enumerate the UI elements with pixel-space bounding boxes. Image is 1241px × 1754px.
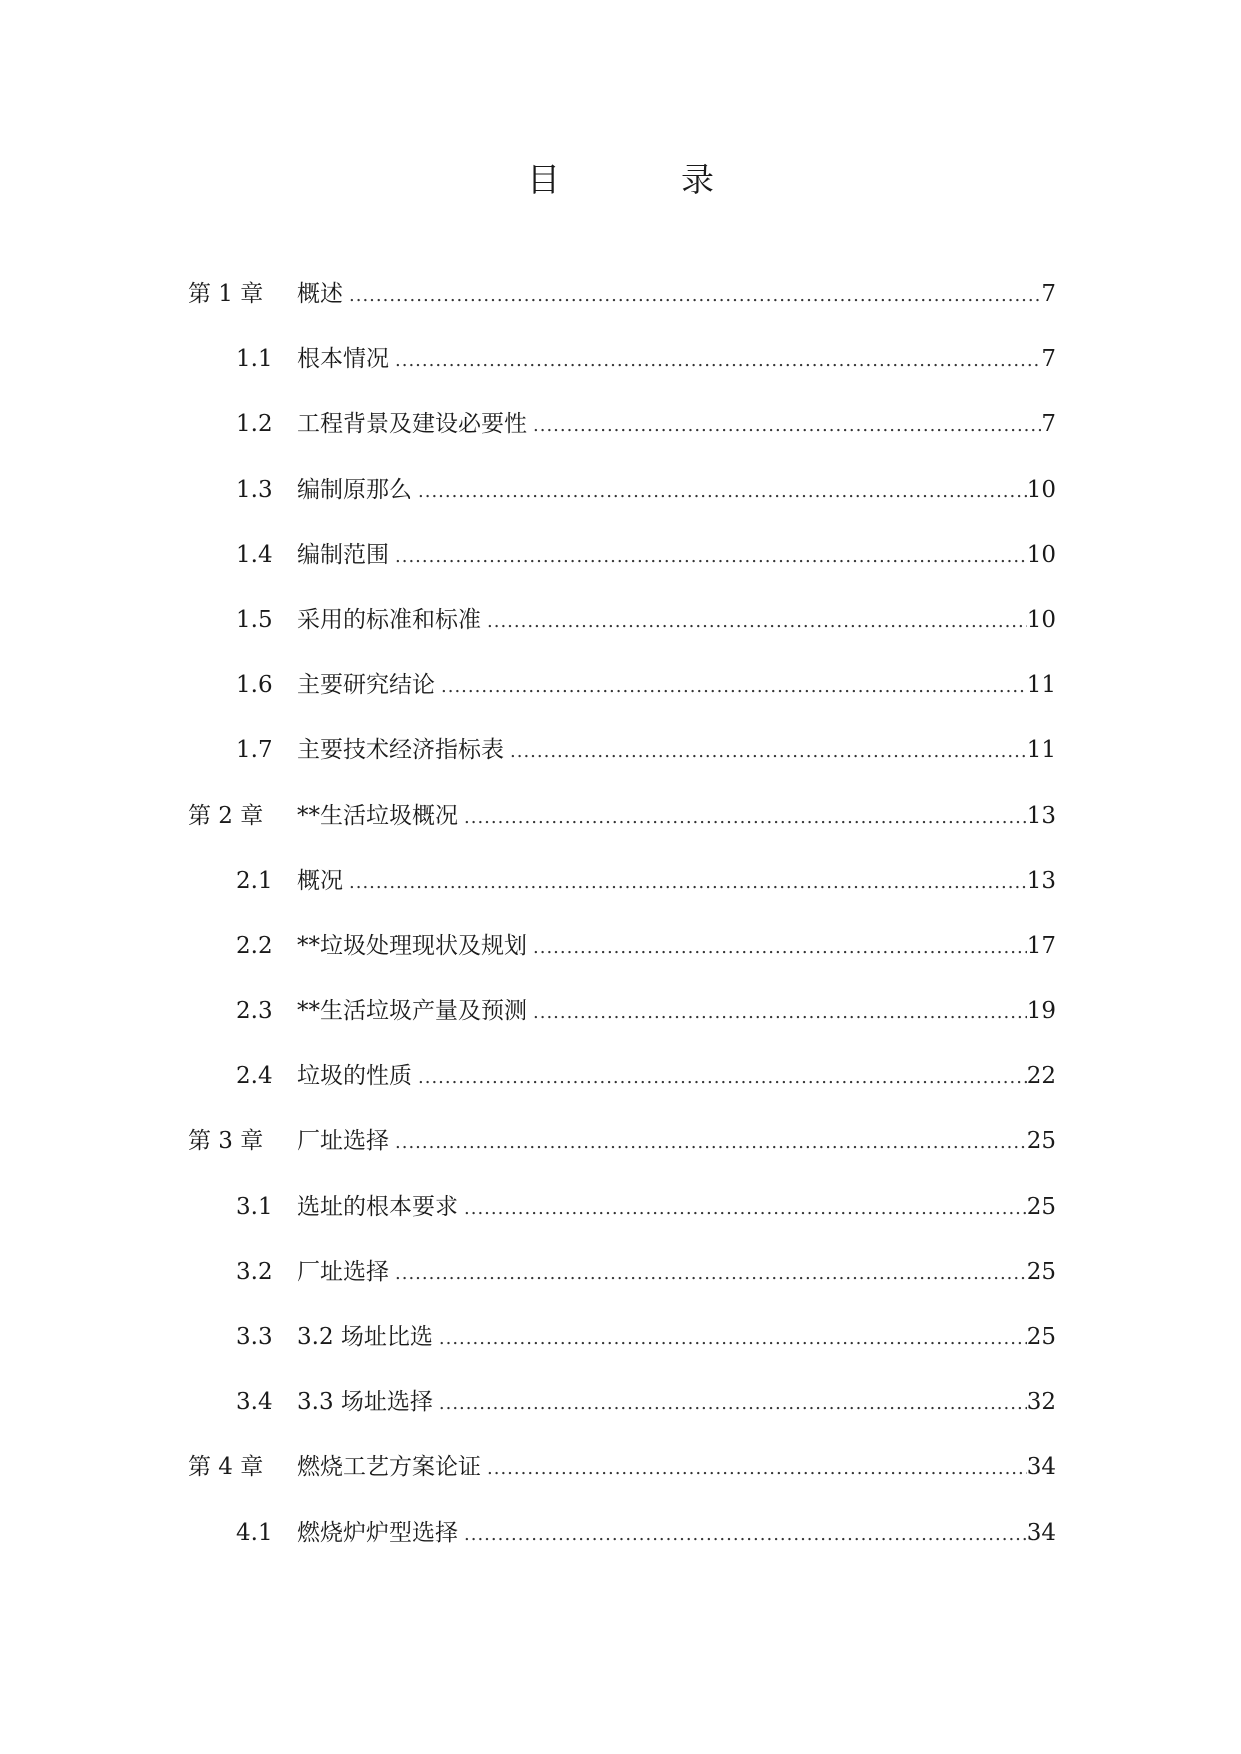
- toc-entry-3-1[interactable]: [188, 1190, 1056, 1255]
- dot-leader: [464, 1192, 1027, 1226]
- toc-entry-number: 3.1: [236, 1193, 273, 1220]
- toc-entry-title: 采用的标准和标准: [297, 606, 481, 633]
- toc-entry-title: **生活垃圾产量及预测: [297, 998, 527, 1025]
- toc-entry-title: 厂址选择: [297, 1258, 389, 1285]
- toc-entry-title: 垃圾的性质: [297, 1063, 412, 1090]
- toc-entry-title: 概况: [297, 867, 343, 894]
- toc-entry-title: **垃圾处理现状及规划: [297, 932, 527, 959]
- toc-entry-number: 2.2: [236, 932, 273, 959]
- toc-entry-page: 10: [1026, 606, 1056, 633]
- toc-entry-page: 25: [1026, 1324, 1056, 1350]
- toc-entry-page: 7: [1041, 281, 1056, 307]
- toc-entry-title: 根本情况: [297, 346, 389, 373]
- toc-entry-1-1[interactable]: [188, 342, 1056, 407]
- toc-entry-1-4[interactable]: [188, 538, 1056, 603]
- toc-entry-2-2[interactable]: [188, 929, 1056, 994]
- toc-entry-number: 第 3 章: [188, 1128, 264, 1155]
- toc-entry-1-2[interactable]: [188, 407, 1056, 472]
- toc-entry-2-1[interactable]: [188, 864, 1056, 929]
- toc-entry-number: 1.3: [236, 476, 273, 503]
- toc-entry-page: 13: [1026, 802, 1056, 829]
- toc-entry-1-3[interactable]: [188, 473, 1056, 538]
- dot-leader: [464, 801, 1027, 835]
- toc-entry-page: 32: [1026, 1389, 1056, 1416]
- dot-leader: [349, 866, 1027, 900]
- toc-entry-number: 第 2 章: [188, 802, 264, 829]
- toc-entry-page: 13: [1026, 867, 1056, 894]
- toc-entry-page: 11: [1026, 672, 1056, 699]
- toc-entry-2-4[interactable]: [188, 1059, 1056, 1124]
- toc-entry-number: 3.3: [236, 1324, 273, 1350]
- toc-entry-ch2[interactable]: [188, 799, 1056, 864]
- dot-leader: [533, 931, 1027, 965]
- toc-entry-page: 22: [1026, 1063, 1056, 1090]
- dot-leader: [441, 670, 1027, 704]
- toc-entry-title: 选址的根本要求: [297, 1193, 458, 1220]
- toc-entry-number: 1.7: [236, 737, 273, 764]
- toc-entry-number: 4.1: [236, 1519, 273, 1546]
- toc-entry-number: 2.1: [236, 867, 273, 894]
- toc-entry-ch4[interactable]: [188, 1450, 1056, 1515]
- table-of-contents: [188, 277, 1056, 1581]
- dot-leader: [418, 475, 1027, 509]
- toc-entry-page: 7: [1041, 411, 1056, 438]
- dot-leader: [395, 540, 1027, 574]
- toc-entry-number: 2.3: [236, 998, 273, 1025]
- toc-entry-page: 17: [1026, 932, 1056, 959]
- toc-entry-title: 燃烧工艺方案论证: [297, 1454, 481, 1481]
- toc-entry-number: 第 1 章: [188, 281, 264, 307]
- toc-entry-title: 燃烧炉炉型选择: [297, 1519, 458, 1546]
- dot-leader: [349, 279, 1041, 313]
- toc-entry-ch1[interactable]: [188, 277, 1056, 342]
- toc-entry-number: 2.4: [236, 1063, 273, 1090]
- dot-leader: [487, 1452, 1027, 1486]
- toc-entry-number: 3.4: [236, 1389, 273, 1416]
- toc-entry-page: 34: [1026, 1519, 1056, 1546]
- toc-entry-title: 主要技术经济指标表: [297, 737, 504, 764]
- toc-entry-number: 1.1: [236, 346, 273, 373]
- toc-entry-title: 主要研究结论: [297, 672, 435, 699]
- toc-entry-3-2[interactable]: [188, 1255, 1056, 1320]
- toc-entry-3-3[interactable]: [188, 1320, 1056, 1385]
- toc-entry-title: 厂址选择: [297, 1128, 389, 1155]
- toc-entry-number: 3.2: [236, 1258, 273, 1285]
- toc-entry-1-5[interactable]: [188, 603, 1056, 668]
- toc-entry-title: 3.2 场址比选: [297, 1324, 433, 1350]
- dot-leader: [395, 344, 1041, 378]
- dot-leader: [395, 1257, 1027, 1291]
- toc-entry-page: 25: [1026, 1258, 1056, 1285]
- dot-leader: [533, 409, 1041, 443]
- dot-leader: [439, 1322, 1027, 1356]
- toc-entry-1-7[interactable]: [188, 733, 1056, 798]
- dot-leader: [395, 1126, 1027, 1160]
- page-title: 目 录: [527, 160, 758, 199]
- toc-entry-title: 工程背景及建设必要性: [297, 411, 527, 438]
- toc-entry-number: 1.4: [236, 541, 273, 568]
- dot-leader: [464, 1518, 1027, 1552]
- dot-leader: [418, 1061, 1027, 1095]
- toc-entry-number: 第 4 章: [188, 1454, 264, 1481]
- toc-entry-title: 编制原那么: [297, 476, 412, 503]
- toc-entry-page: 25: [1026, 1128, 1056, 1155]
- toc-entry-1-6[interactable]: [188, 668, 1056, 733]
- toc-entry-number: 1.6: [236, 672, 273, 699]
- dot-leader: [533, 996, 1027, 1030]
- toc-entry-page: 25: [1026, 1193, 1056, 1220]
- toc-entry-4-1[interactable]: [188, 1516, 1056, 1581]
- toc-entry-page: 10: [1026, 476, 1056, 503]
- toc-entry-3-4[interactable]: [188, 1385, 1056, 1450]
- toc-entry-number: 1.2: [236, 411, 273, 438]
- toc-entry-number: 1.5: [236, 606, 273, 633]
- toc-entry-title: **生活垃圾概况: [297, 802, 458, 829]
- dot-leader: [487, 605, 1027, 639]
- dot-leader: [510, 735, 1027, 769]
- toc-entry-title: 概述: [297, 281, 343, 307]
- toc-entry-2-3[interactable]: [188, 994, 1056, 1059]
- toc-entry-page: 34: [1026, 1454, 1056, 1481]
- toc-entry-page: 11: [1026, 737, 1056, 764]
- toc-entry-page: 19: [1026, 998, 1056, 1025]
- toc-entry-title: 3.3 场址选择: [297, 1389, 433, 1416]
- toc-entry-page: 10: [1026, 541, 1056, 568]
- toc-entry-page: 7: [1041, 346, 1056, 373]
- dot-leader: [439, 1387, 1027, 1421]
- toc-entry-title: 编制范围: [297, 541, 389, 568]
- toc-entry-ch3[interactable]: [188, 1124, 1056, 1189]
